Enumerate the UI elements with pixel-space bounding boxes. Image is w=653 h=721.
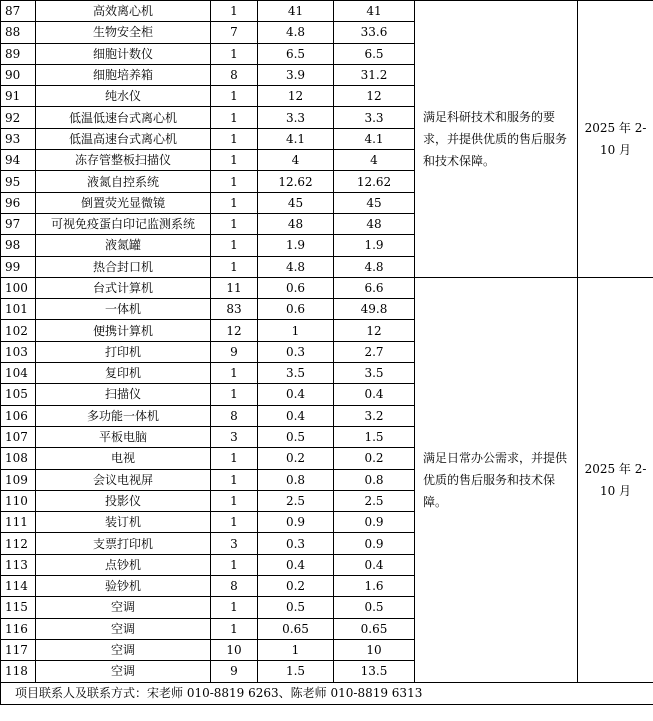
item-name-cell: 电视 <box>36 448 211 469</box>
period-cell: 2025 年 2-10 月 <box>578 277 653 682</box>
item-name-cell: 细胞计数仪 <box>36 43 211 64</box>
total-cell: 6.5 <box>334 43 415 64</box>
total-cell: 1.6 <box>334 576 415 597</box>
unit-price-cell: 0.2 <box>258 448 334 469</box>
quantity-cell: 1 <box>211 448 258 469</box>
row-number-cell: 96 <box>1 192 36 213</box>
row-number-cell: 114 <box>1 576 36 597</box>
quantity-cell: 1 <box>211 107 258 128</box>
quantity-cell: 1 <box>211 384 258 405</box>
unit-price-cell: 1 <box>258 639 334 660</box>
row-number-cell: 103 <box>1 341 36 362</box>
total-cell: 12 <box>334 86 415 107</box>
item-name-cell: 扫描仪 <box>36 384 211 405</box>
contact-info: 项目联系人及联系方式：宋老师 010-8819 6263、陈老师 010-8819 6313 <box>1 682 653 704</box>
total-cell: 6.6 <box>334 277 415 298</box>
total-cell: 31.2 <box>334 64 415 85</box>
item-name-cell: 可视免疫蛋白印记监测系统 <box>36 213 211 234</box>
item-name-cell: 验钞机 <box>36 576 211 597</box>
row-number-cell: 92 <box>1 107 36 128</box>
total-cell: 33.6 <box>334 22 415 43</box>
row-number-cell: 95 <box>1 171 36 192</box>
total-cell: 4.1 <box>334 128 415 149</box>
quantity-cell: 8 <box>211 576 258 597</box>
item-name-cell: 空调 <box>36 597 211 618</box>
item-name-cell: 高效离心机 <box>36 1 211 22</box>
item-name-cell: 多功能一体机 <box>36 405 211 426</box>
item-name-cell: 倒置荧光显微镜 <box>36 192 211 213</box>
total-cell: 49.8 <box>334 299 415 320</box>
total-cell: 3.2 <box>334 405 415 426</box>
item-name-cell: 空调 <box>36 661 211 682</box>
total-cell: 0.2 <box>334 448 415 469</box>
total-cell: 45 <box>334 192 415 213</box>
total-cell: 12 <box>334 320 415 341</box>
item-name-cell: 装订机 <box>36 512 211 533</box>
row-number-cell: 91 <box>1 86 36 107</box>
row-number-cell: 111 <box>1 512 36 533</box>
quantity-cell: 1 <box>211 150 258 171</box>
unit-price-cell: 0.5 <box>258 426 334 447</box>
row-number-cell: 110 <box>1 490 36 511</box>
item-name-cell: 低温高速台式离心机 <box>36 128 211 149</box>
row-number-cell: 109 <box>1 469 36 490</box>
item-name-cell: 支票打印机 <box>36 533 211 554</box>
total-cell: 2.5 <box>334 490 415 511</box>
total-cell: 0.9 <box>334 533 415 554</box>
quantity-cell: 11 <box>211 277 258 298</box>
table-row <box>1 1 653 22</box>
unit-price-cell: 48 <box>258 213 334 234</box>
item-name-cell: 平板电脑 <box>36 426 211 447</box>
total-cell: 13.5 <box>334 661 415 682</box>
item-name-cell: 细胞培养箱 <box>36 64 211 85</box>
requirement-cell: 满足日常办公需求，并提供优质的售后服务和技术保障。 <box>415 277 578 682</box>
row-number-cell: 116 <box>1 618 36 639</box>
quantity-cell: 12 <box>211 320 258 341</box>
quantity-cell: 1 <box>211 554 258 575</box>
quantity-cell: 3 <box>211 533 258 554</box>
contact-row <box>1 682 653 704</box>
quantity-cell: 83 <box>211 299 258 320</box>
total-cell: 41 <box>334 1 415 22</box>
quantity-cell: 10 <box>211 639 258 660</box>
item-name-cell: 生物安全柜 <box>36 22 211 43</box>
quantity-cell: 1 <box>211 86 258 107</box>
item-name-cell: 空调 <box>36 639 211 660</box>
quantity-cell: 9 <box>211 661 258 682</box>
row-number-cell: 97 <box>1 213 36 234</box>
row-number-cell: 106 <box>1 405 36 426</box>
period-cell: 2025 年 2-10 月 <box>578 1 653 278</box>
unit-price-cell: 45 <box>258 192 334 213</box>
total-cell: 1.9 <box>334 235 415 256</box>
quantity-cell: 8 <box>211 64 258 85</box>
row-number-cell: 104 <box>1 363 36 384</box>
row-number-cell: 105 <box>1 384 36 405</box>
unit-price-cell: 0.4 <box>258 405 334 426</box>
unit-price-cell: 4 <box>258 150 334 171</box>
row-number-cell: 98 <box>1 235 36 256</box>
unit-price-cell: 1.5 <box>258 661 334 682</box>
item-name-cell: 打印机 <box>36 341 211 362</box>
item-name-cell: 液氮自控系统 <box>36 171 211 192</box>
total-cell: 3.5 <box>334 363 415 384</box>
row-number-cell: 93 <box>1 128 36 149</box>
unit-price-cell: 3.5 <box>258 363 334 384</box>
row-number-cell: 115 <box>1 597 36 618</box>
total-cell: 12.62 <box>334 171 415 192</box>
row-number-cell: 90 <box>1 64 36 85</box>
unit-price-cell: 6.5 <box>258 43 334 64</box>
quantity-cell: 9 <box>211 341 258 362</box>
row-number-cell: 99 <box>1 256 36 277</box>
table-body <box>1 1 653 705</box>
unit-price-cell: 4.1 <box>258 128 334 149</box>
item-name-cell: 热合封口机 <box>36 256 211 277</box>
row-number-cell: 102 <box>1 320 36 341</box>
quantity-cell: 1 <box>211 192 258 213</box>
quantity-cell: 7 <box>211 22 258 43</box>
total-cell: 0.5 <box>334 597 415 618</box>
total-cell: 3.3 <box>334 107 415 128</box>
total-cell: 0.8 <box>334 469 415 490</box>
quantity-cell: 1 <box>211 512 258 533</box>
unit-price-cell: 0.6 <box>258 299 334 320</box>
quantity-cell: 1 <box>211 469 258 490</box>
table-row <box>1 277 653 298</box>
unit-price-cell: 12 <box>258 86 334 107</box>
unit-price-cell: 3.9 <box>258 64 334 85</box>
item-name-cell: 投影仪 <box>36 490 211 511</box>
total-cell: 2.7 <box>334 341 415 362</box>
total-cell: 0.9 <box>334 512 415 533</box>
unit-price-cell: 0.4 <box>258 554 334 575</box>
row-number-cell: 100 <box>1 277 36 298</box>
item-name-cell: 复印机 <box>36 363 211 384</box>
quantity-cell: 1 <box>211 43 258 64</box>
unit-price-cell: 2.5 <box>258 490 334 511</box>
total-cell: 0.4 <box>334 384 415 405</box>
requirement-cell: 满足科研技术和服务的要求，并提供优质的售后服务和技术保障。 <box>415 1 578 278</box>
quantity-cell: 1 <box>211 1 258 22</box>
row-number-cell: 88 <box>1 22 36 43</box>
item-name-cell: 一体机 <box>36 299 211 320</box>
row-number-cell: 107 <box>1 426 36 447</box>
unit-price-cell: 4.8 <box>258 256 334 277</box>
item-name-cell: 液氮罐 <box>36 235 211 256</box>
unit-price-cell: 41 <box>258 1 334 22</box>
unit-price-cell: 12.62 <box>258 171 334 192</box>
row-number-cell: 94 <box>1 150 36 171</box>
row-number-cell: 89 <box>1 43 36 64</box>
unit-price-cell: 0.2 <box>258 576 334 597</box>
total-cell: 4.8 <box>334 256 415 277</box>
unit-price-cell: 0.5 <box>258 597 334 618</box>
quantity-cell: 1 <box>211 490 258 511</box>
quantity-cell: 1 <box>211 363 258 384</box>
item-name-cell: 纯水仪 <box>36 86 211 107</box>
row-number-cell: 101 <box>1 299 36 320</box>
row-number-cell: 118 <box>1 661 36 682</box>
row-number-cell: 112 <box>1 533 36 554</box>
quantity-cell: 1 <box>211 171 258 192</box>
unit-price-cell: 0.4 <box>258 384 334 405</box>
row-number-cell: 108 <box>1 448 36 469</box>
quantity-cell: 1 <box>211 256 258 277</box>
total-cell: 1.5 <box>334 426 415 447</box>
unit-price-cell: 4.8 <box>258 22 334 43</box>
unit-price-cell: 0.8 <box>258 469 334 490</box>
unit-price-cell: 0.3 <box>258 341 334 362</box>
unit-price-cell: 0.6 <box>258 277 334 298</box>
total-cell: 0.65 <box>334 618 415 639</box>
row-number-cell: 113 <box>1 554 36 575</box>
total-cell: 0.4 <box>334 554 415 575</box>
unit-price-cell: 3.3 <box>258 107 334 128</box>
item-name-cell: 空调 <box>36 618 211 639</box>
total-cell: 10 <box>334 639 415 660</box>
row-number-cell: 117 <box>1 639 36 660</box>
item-name-cell: 低温低速台式离心机 <box>36 107 211 128</box>
quantity-cell: 1 <box>211 128 258 149</box>
total-cell: 48 <box>334 213 415 234</box>
unit-price-cell: 0.65 <box>258 618 334 639</box>
quantity-cell: 1 <box>211 597 258 618</box>
quantity-cell: 3 <box>211 426 258 447</box>
unit-price-cell: 0.3 <box>258 533 334 554</box>
total-cell: 4 <box>334 150 415 171</box>
unit-price-cell: 1.9 <box>258 235 334 256</box>
unit-price-cell: 0.9 <box>258 512 334 533</box>
item-name-cell: 便携计算机 <box>36 320 211 341</box>
item-name-cell: 台式计算机 <box>36 277 211 298</box>
item-name-cell: 会议电视屏 <box>36 469 211 490</box>
unit-price-cell: 1 <box>258 320 334 341</box>
quantity-cell: 1 <box>211 618 258 639</box>
row-number-cell: 87 <box>1 1 36 22</box>
quantity-cell: 1 <box>211 235 258 256</box>
item-name-cell: 点钞机 <box>36 554 211 575</box>
quantity-cell: 8 <box>211 405 258 426</box>
quantity-cell: 1 <box>211 213 258 234</box>
item-name-cell: 冻存管整板扫描仪 <box>36 150 211 171</box>
